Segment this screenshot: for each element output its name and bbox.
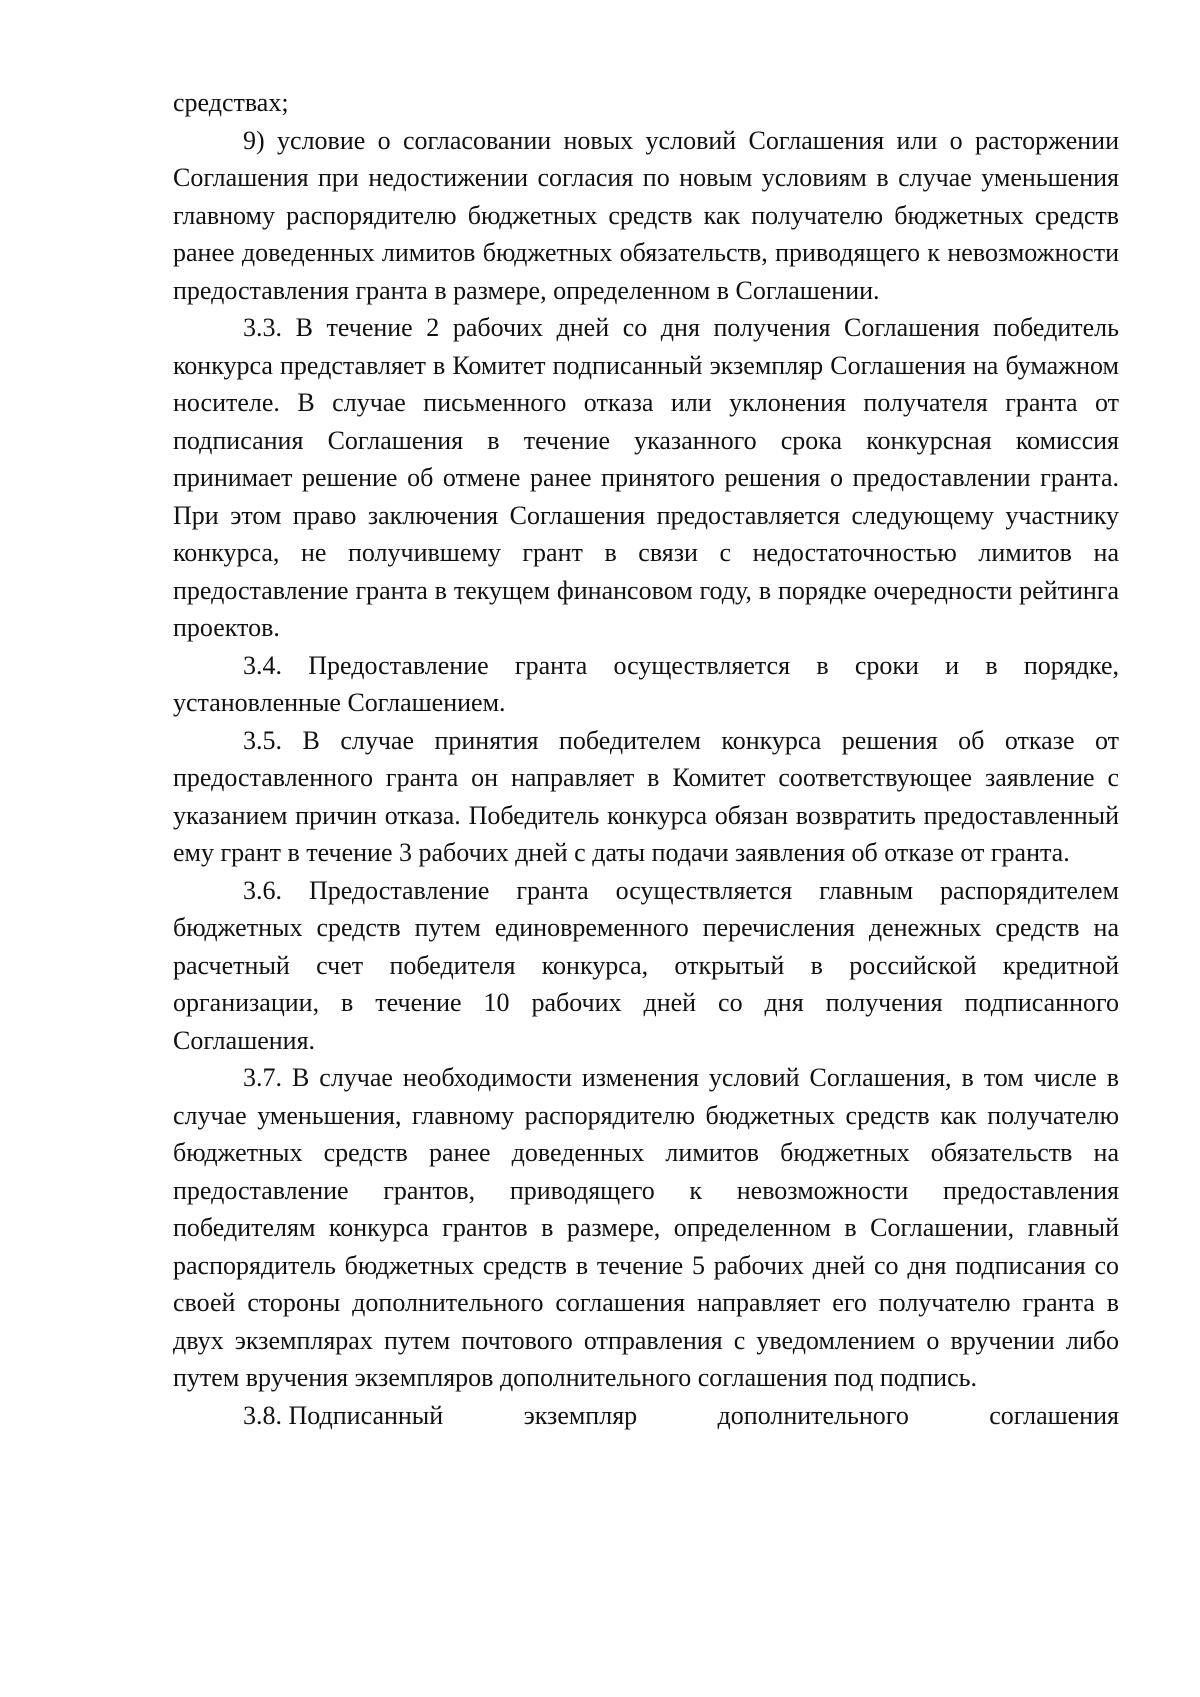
paragraph-3-4: 3.4. Предоставление гранта осуществляется в сроки и в порядке, установленные Соглашением. [173,650,1119,717]
word: экземпляр [523,1400,638,1430]
continuation-line: средствах; [173,88,289,117]
document-body [173,84,1119,1434]
word: 3.8. Подписанный [243,1400,444,1430]
paragraph-3-6: 3.6. Предоставление гранта осуществляется главным распорядителем бюджетных средств путем единовременного перечисления денежных средств на расчетный счет победителя конкурса, открытый в российской кредитной организации, в течение 10 рабочих дней со дня получения подписанного Соглашения. [173,875,1119,1055]
paragraph-3-7: 3.7. В случае необходимости изменения условий Соглашения, в том числе в случае уменьшения, главному распорядителю бюджетных средств как получателю бюджетных средств ранее доведенных лимитов бюджетных обязательств на предоставление грантов, приводящего к невозможности предоставления победителям конкурса грантов в размере, определенном в Соглашении, главный распорядитель бюджетных средств в течение 5 рабочих дней со дня подписания со своей стороны дополнительного соглашения направляет его получателю гранта в двух экземплярах путем почтового отправления с уведомлением о вручении либо путем вручения экземпляров дополнительного соглашения под подпись. [173,1063,1119,1392]
paragraph-3-5: 3.5. В случае принятия победителем конкурса решения об отказе от предоставленного гранта он направляет в Комитет соответствующее заявление с указанием причин отказа. Победитель конкурса обязан возвратить предоставленный ему грант в течение 3 рабочих дней с даты подачи заявления об отказе от гранта. [173,725,1119,867]
paragraph-item-9: 9) условие о согласовании новых условий Соглашения или о расторжении Соглашения при недостижении согласия по новым условиям в случае уменьшения главному распорядителю бюджетных средств как получателю бюджетных средств ранее доведенных лимитов бюджетных обязательств, приводящего к невозможности предоставления гранта в размере, определенном в Соглашении. [173,125,1119,305]
paragraph-3-3: 3.3. В течение 2 рабочих дней со дня получения Соглашения победитель конкурса представляет в Комитет подписанный экземпляр Соглашения на бумажном носителе. В случае письменного отказа или уклонения получателя гранта от подписания Соглашения в течение указанного срока конкурсная комиссия принимает решение об отмене ранее принятого решения о предоставлении гранта. При этом право заключения Соглашения предоставляется следующему участнику конкурса, не получившему грант в связи с недостаточностью лимитов на предоставление гранта в текущем финансовом году, в порядке очередности рейтинга проектов. [173,313,1119,642]
word: дополнительного [717,1400,909,1430]
paragraph-3-8-start [173,1397,1119,1435]
word: соглашения [989,1400,1119,1430]
